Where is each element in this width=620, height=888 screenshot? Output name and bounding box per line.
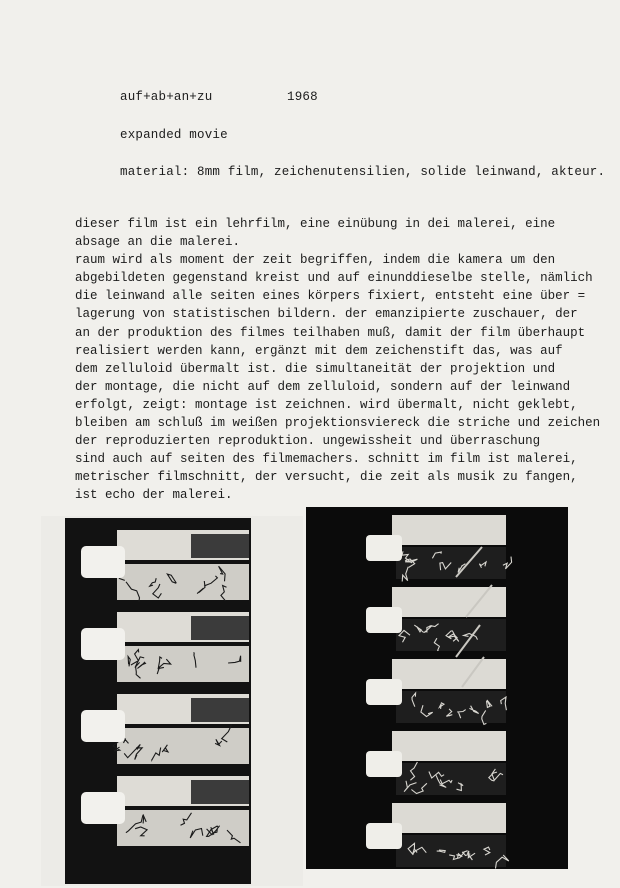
body-line: lagerung von statistischen bildern. der emanzipierte zuschauer, der (75, 307, 578, 322)
frame-canvas (396, 835, 506, 867)
sprocket-hole (366, 823, 402, 849)
frame-sky (392, 803, 506, 833)
sprocket-hole (366, 679, 402, 705)
body-line: metrischer filmschnitt, der versucht, die zeit als musik zu fangen, (75, 470, 578, 485)
film-strip-photo-right (306, 507, 568, 869)
sprocket-hole (366, 751, 402, 777)
sprocket-hole (81, 628, 125, 660)
body-line: erfolgt, zeigt: montage ist zeichnen. wird übermalt, nicht geklebt, (75, 397, 578, 412)
body-text (75, 215, 615, 505)
body-line: raum wird als moment der zeit begriffen, indem die kamera um den (75, 253, 556, 268)
body-line: der montage, die nicht auf dem zelluloid, sondern auf der leinwand (75, 379, 571, 394)
frame-sky (392, 659, 506, 689)
body-line: dieser film ist ein lehrfilm, eine einübung in dei malerei, eine (75, 217, 556, 231)
body-line: ist echo der malerei. (75, 488, 233, 503)
material-line: material: 8mm film, zeichenutensilien, solide leinwand, akteur. (120, 165, 606, 179)
frame-sky (392, 515, 506, 545)
sprocket-hole (81, 546, 125, 578)
frame-trees (191, 780, 249, 804)
body-line: sind auch auf seiten des filmemachers. schnitt im film ist malerei, (75, 452, 578, 467)
body-line: der reproduzierten reproduktion. ungewissheit und überraschung (75, 434, 541, 449)
film-year: 1968 (287, 90, 318, 104)
body-line: abgebildeten gegenstand kreist und auf einunddieselbe stelle, nämlich (75, 271, 593, 286)
film-strip-photo-left (41, 516, 303, 886)
frame-canvas (117, 564, 249, 600)
frame-canvas (117, 728, 249, 764)
frame-sky (392, 731, 506, 761)
sprocket-hole (366, 607, 402, 633)
sprocket-hole (81, 792, 125, 824)
frame-trees (191, 616, 249, 640)
body-line: an der produktion des filmes teilhaben muß, damit der film überhaupt (75, 325, 586, 340)
film-subtitle: expanded movie (120, 128, 228, 142)
body-line: realisiert werden kann, ergänzt mit dem zeichenstift das, was auf (75, 343, 563, 358)
sprocket-hole (81, 710, 125, 742)
frame-sky (392, 587, 506, 617)
frame-trees (191, 698, 249, 722)
body-line: absage an die malerei. (75, 235, 241, 250)
film-title: auf+ab+an+zu (120, 90, 213, 104)
body-line: die leinwand alle seiten eines körpers fixiert, entsteht eine über = (75, 289, 586, 304)
frame-trees (191, 534, 249, 558)
body-line: dem zelluloid übermalt ist. die simultaneität der projektion und (75, 361, 556, 376)
body-line: bleiben am schluß im weißen projektionsviereck die striche und zeichen (75, 416, 601, 431)
sprocket-hole (366, 535, 402, 561)
